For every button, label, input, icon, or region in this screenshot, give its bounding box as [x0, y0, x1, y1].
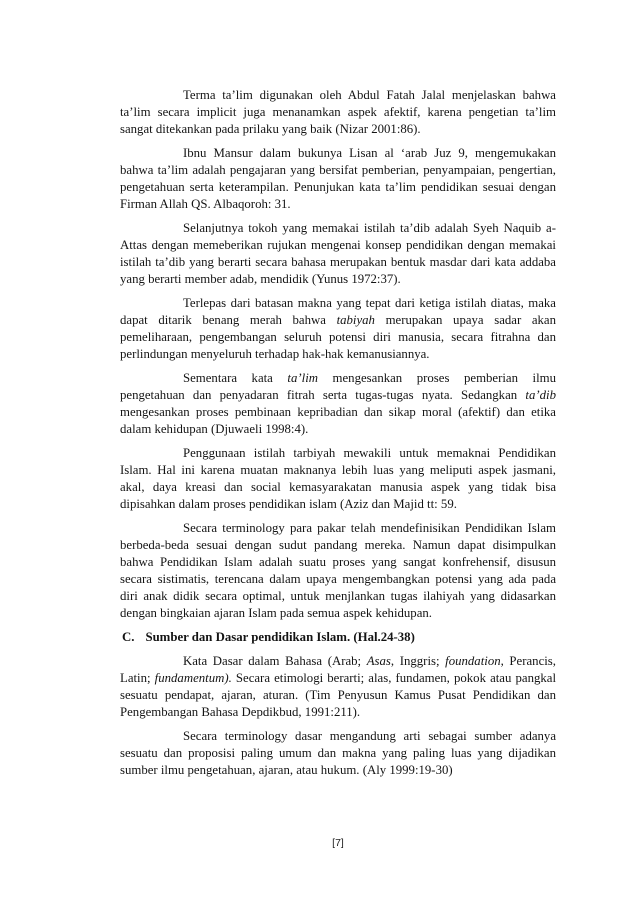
paragraph-line [120, 605, 556, 622]
text-run: Islam. Hal ini karena muatan maknanya lebih luas yang meliputi aspek jasmani, [120, 463, 556, 477]
paragraph-line [120, 653, 556, 670]
text-run: bahwa ta’lim adalah pengajaran yang bersifat pemberian, penyampaian, pengertian, [120, 163, 556, 177]
paragraph-line [120, 537, 556, 554]
text-run: mengesankan proses pembinaan kepribadian dan sikap moral (afektif) dan etika [120, 405, 556, 419]
paragraph-line [120, 670, 556, 687]
paragraph-line [120, 704, 556, 721]
paragraph-line [120, 370, 556, 387]
paragraph [120, 728, 556, 779]
paragraph-line [120, 145, 556, 162]
paragraph-line [120, 387, 556, 404]
paragraph-line [120, 520, 556, 537]
paragraph-line [120, 104, 556, 121]
text-run: dalam kehidupan (Djuwaeli 1998:4). [120, 422, 309, 436]
paragraph-line [120, 762, 556, 779]
text-run: Perancis, [503, 654, 556, 668]
text-run: Latin; [120, 671, 155, 685]
emphasized-text: ta’lim [287, 371, 318, 385]
text-run: , Inggris; [390, 654, 446, 668]
text-run: dipisahkan dalam proses pendidikan islam (Aziz dan Majid tt: 59. [120, 497, 457, 511]
paragraph [120, 145, 556, 213]
paragraph-line [120, 571, 556, 588]
section-heading-title: Sumber dan Dasar pendidikan Islam. (Hal.24-38) [145, 630, 415, 644]
paragraph-line [120, 421, 556, 438]
paragraph [120, 87, 556, 138]
text-run: Secara terminology para pakar telah mendefinisikan Pendidikan Islam [183, 521, 556, 535]
paragraph [120, 520, 556, 622]
paragraph-line [120, 346, 556, 363]
paragraph-line [120, 588, 556, 605]
paragraph [120, 653, 556, 721]
section-heading [122, 629, 556, 646]
text-run: Attas dengan memeberikan rujukan mengenai konsep pendidikan dengan memakai [120, 238, 556, 252]
text-run: mengesankan proses pemberian ilmu [318, 371, 557, 385]
paragraph-line [120, 445, 556, 462]
page-number: [7] [332, 837, 344, 849]
emphasized-text: tabiyah [336, 313, 375, 327]
paragraph-line [120, 237, 556, 254]
text-run: Selanjutnya tokoh yang memakai istilah ta’dib adalah Syeh Naquib a- [183, 221, 556, 235]
paragraph-line [120, 554, 556, 571]
paragraph [120, 220, 556, 288]
text-run: sesuatu dan proposisi paling umum dan makna yang paling luas yang dijadikan [120, 746, 556, 760]
paragraph-line [120, 196, 556, 213]
text-run: Firman Allah QS. Albaqoroh: 31. [120, 197, 291, 211]
text-run: Secara terminology dasar mengandung arti sebagai sumber adanya [183, 729, 556, 743]
paragraph [120, 445, 556, 513]
text-run: Sementara kata [183, 371, 288, 385]
section-heading-number: C. [122, 630, 135, 644]
emphasized-text: foundation, [445, 654, 504, 668]
paragraph-line [120, 687, 556, 704]
emphasized-text: fundamentum). [154, 671, 232, 685]
text-run: sumber ilmu pengetahuan, ajaran, atau hukum. (Aly 1999:19-30) [120, 763, 453, 777]
paragraph-line [120, 121, 556, 138]
text-run: pengetahuan serta keterampilan. Penunjukan kata ta’lim pendidikan sesuai dengan [120, 180, 556, 194]
text-run: akal, daya kreasi dan social kemasyarakatan manusia aspek yang tidak bisa [120, 480, 556, 494]
paragraph-line [120, 254, 556, 271]
text-run: dengan bingkaian ajaran Islam pada semua aspek kehidupan. [120, 606, 432, 620]
text-run: Pengembangan Bahasa Depdikbud, 1991:211). [120, 705, 361, 719]
text-run: bahwa Pendidikan Islam adalah suatu proses yang sangat konfrehensif, disusun [120, 555, 556, 569]
text-run: Ibnu Mansur dalam bukunya Lisan al ‘arab Juz 9, mengemukakan [183, 146, 556, 160]
paragraph-line [120, 220, 556, 237]
text-run: perlindungan menyeluruh terhadap hak-hak kemanusiannya. [120, 347, 430, 361]
paragraph-line [120, 312, 556, 329]
text-run: Penggunaan istilah tarbiyah mewakili untuk memaknai Pendidikan [183, 446, 556, 460]
emphasized-text: Asas [366, 654, 391, 668]
paragraph-line [120, 462, 556, 479]
text-run: istilah ta’dib yang berarti secara bahasa merupakan bentuk masdar dari kata addaba [120, 255, 556, 269]
paragraph [120, 370, 556, 438]
text-run: dapat ditarik benang merah bahwa [120, 313, 337, 327]
text-run: pemeliharaan, pengembangan seluruh potensi diri manusia, secara fitrahna dan [120, 330, 556, 344]
text-run: berbeda-beda sesuai dengan sudut pandang mereka. Namun dapat disimpulkan [120, 538, 556, 552]
text-run: Secara etimologi berarti; alas, fundamen, pokok atau pangkal [231, 671, 556, 685]
paragraph [120, 295, 556, 363]
text-run: ta’lim secara implicit juga menanamkan aspek afektif, karena pengetian ta’lim [120, 105, 556, 119]
paragraph-line [120, 479, 556, 496]
paragraph-line [120, 179, 556, 196]
text-run: pengetahuan dan penyadaran fitrah serta tugas-tugas nyata. Sedangkan [120, 388, 526, 402]
paragraph-line [120, 271, 556, 288]
text-run: yang berarti member adab, mendidik (Yunus 1972:37). [120, 272, 401, 286]
document-body [120, 87, 556, 786]
text-run: Terlepas dari batasan makna yang tepat dari ketiga istilah diatas, maka [183, 296, 556, 310]
paragraph-line [120, 162, 556, 179]
text-run: sangat ditekankan pada prilaku yang baik (Nizar 2001:86). [120, 122, 421, 136]
paragraph-line [120, 404, 556, 421]
text-run: merupakan upaya sadar akan [374, 313, 556, 327]
text-run: secara sistimatis, terencana dalam upaya mengembangkan potensi yang ada pada [120, 572, 556, 586]
paragraph-line [120, 745, 556, 762]
text-run: sesuatu pendapat, ajaran, aturan. (Tim Penyusun Kamus Pusat Pendidikan dan [120, 688, 556, 702]
paragraph-line [120, 496, 556, 513]
paragraph-line [120, 87, 556, 104]
text-run: diri anak didik secara optimal, untuk menjlankan tugas ilahiyah yang didasarkan [120, 589, 556, 603]
paragraph-line [120, 728, 556, 745]
text-run: Terma ta’lim digunakan oleh Abdul Fatah Jalal menjelaskan bahwa [183, 88, 556, 102]
paragraph-line [120, 329, 556, 346]
text-run: Kata Dasar dalam Bahasa (Arab; [183, 654, 367, 668]
paragraph-line [120, 295, 556, 312]
emphasized-text: ta’dib [525, 388, 556, 402]
